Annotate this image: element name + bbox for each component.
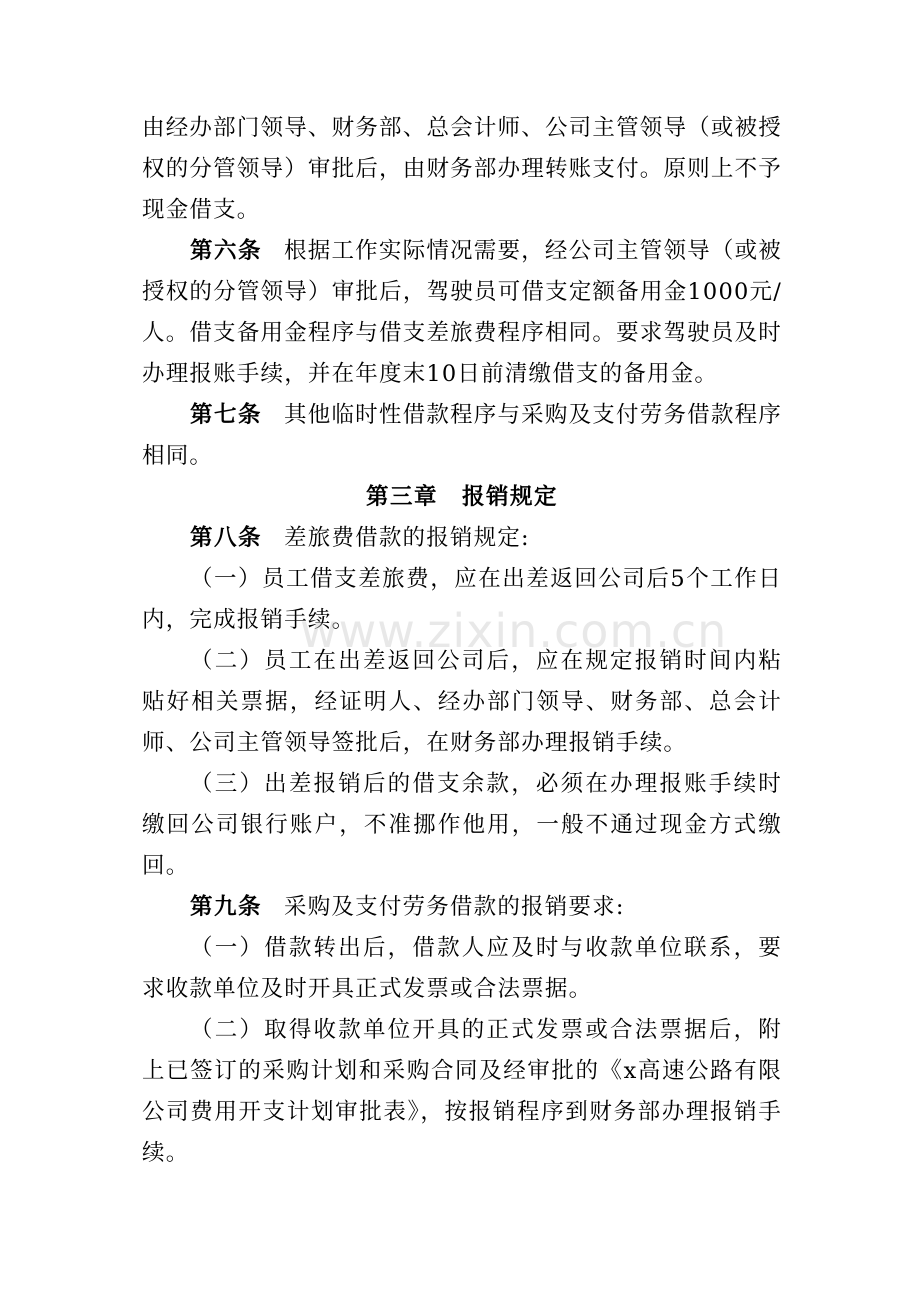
article-9 xyxy=(142,887,782,928)
article-6 xyxy=(142,231,782,395)
article-7-text: 其他临时性借款程序与采购及支付劳务借款程序相同。 xyxy=(142,402,782,469)
article-8 xyxy=(142,518,782,559)
article-6-text: 根据工作实际情况需要，经公司主管领导（或被授权的分管领导）审批后，驾驶员可借支定额备用金1000元/人。借支备用金程序与借支差旅费程序相同。要求驾驶员及时办理报账手续，并在年度末10日前清缴借支的备用金。 xyxy=(142,238,782,387)
article-8-item-1: （一）员工借支差旅费，应在出差返回公司后5个工作日内，完成报销手续。 xyxy=(142,566,782,633)
article-9-label: 第九条 xyxy=(190,894,263,920)
paragraph-continuation: 由经办部门领导、财务部、总会计师、公司主管领导（或被授权的分管领导）审批后，由财务部办理转账支付。原则上不予现金借支。 xyxy=(142,115,782,223)
chapter-title: 报销规定 xyxy=(462,484,559,510)
document-body xyxy=(142,108,782,1174)
article-9-item-2: （二）取得收款单位开具的正式发票或合法票据后，附上已签订的采购计划和采购合同及经审批的《x高速公路有限公司费用开支计划审批表》，按报销程序到财务部办理报销手续。 xyxy=(142,1017,782,1166)
article-8-label: 第八条 xyxy=(190,525,263,551)
article-8-item-2: （二）员工在出差返回公司后，应在规定报销时间内粘贴好相关票据，经证明人、经办部门领导、财务部、总会计师、公司主管领导签批后，在财务部办理报销手续。 xyxy=(142,648,782,756)
article-7 xyxy=(142,395,782,477)
watermark: www.zixin.com.cn xyxy=(300,604,728,658)
chapter-number: 第三章 xyxy=(365,484,438,510)
article-6-label: 第六条 xyxy=(190,238,263,264)
article-8-text: 差旅费借款的报销规定: xyxy=(284,525,530,551)
chapter-heading xyxy=(142,477,782,518)
article-8-item-3: （三）出差报销后的借支余款，必须在办理报账手续时缴回公司银行账户，不准挪作他用，一般不通过现金方式缴回。 xyxy=(142,771,782,879)
article-9-item-1: （一）借款转出后，借款人应及时与收款单位联系，要求收款单位及时开具正式发票或合法票据。 xyxy=(142,935,782,1002)
article-7-label: 第七条 xyxy=(190,402,263,428)
article-9-text: 采购及支付劳务借款的报销要求: xyxy=(284,894,625,920)
